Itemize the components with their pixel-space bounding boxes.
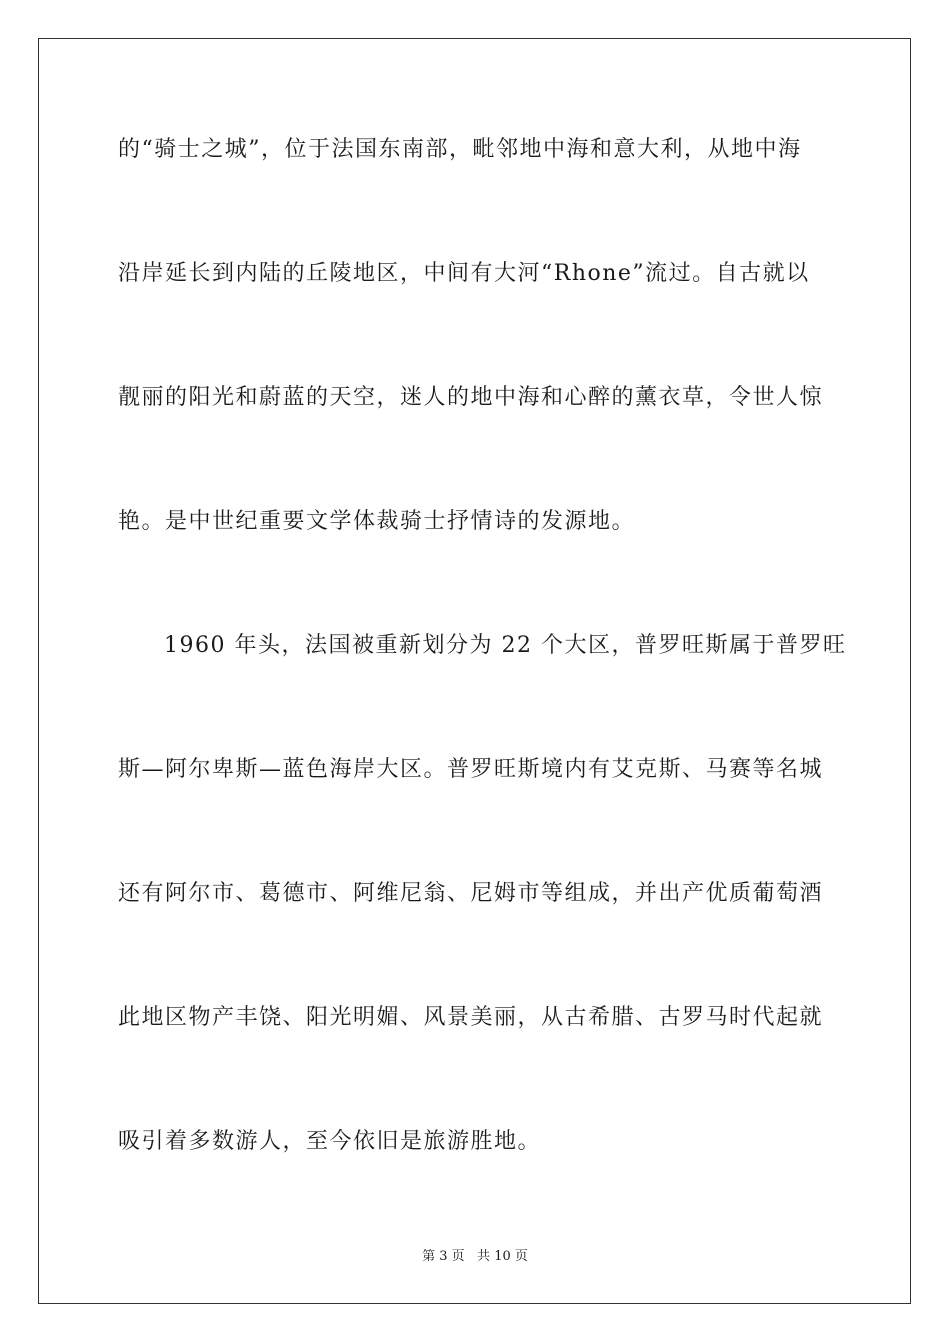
text-line: 此地区物产丰饶、阳光明媚、风景美丽，从古希腊、古罗马时代起就 <box>118 1005 824 1030</box>
text-line: 艳。是中世纪重要文学体裁骑士抒情诗的发源地。 <box>118 509 636 534</box>
text-line: 的“骑士之城”，位于法国东南部，毗邻地中海和意大利，从地中海 <box>118 137 802 162</box>
page-number-footer: 第 3 页 共 10 页 <box>422 1249 528 1264</box>
text-line: 靓丽的阳光和蔚蓝的天空，迷人的地中海和心醉的薰衣草，令世人惊 <box>118 385 824 410</box>
text-line: 还有阿尔市、葛德市、阿维尼翁、尼姆市等组成，并出产优质葡萄酒 <box>118 881 824 906</box>
text-line: 吸引着多数游人，至今依旧是旅游胜地。 <box>118 1129 542 1154</box>
text-line: 1960 年头，法国被重新划分为 22 个大区，普罗旺斯属于普罗旺 <box>164 633 847 658</box>
text-line: 斯—阿尔卑斯—蓝色海岸大区。普罗旺斯境内有艾克斯、马赛等名城 <box>118 757 824 782</box>
text-line: 沿岸延长到内陆的丘陵地区，中间有大河“Rhone”流过。自古就以 <box>118 261 810 286</box>
page-border <box>38 38 911 1304</box>
